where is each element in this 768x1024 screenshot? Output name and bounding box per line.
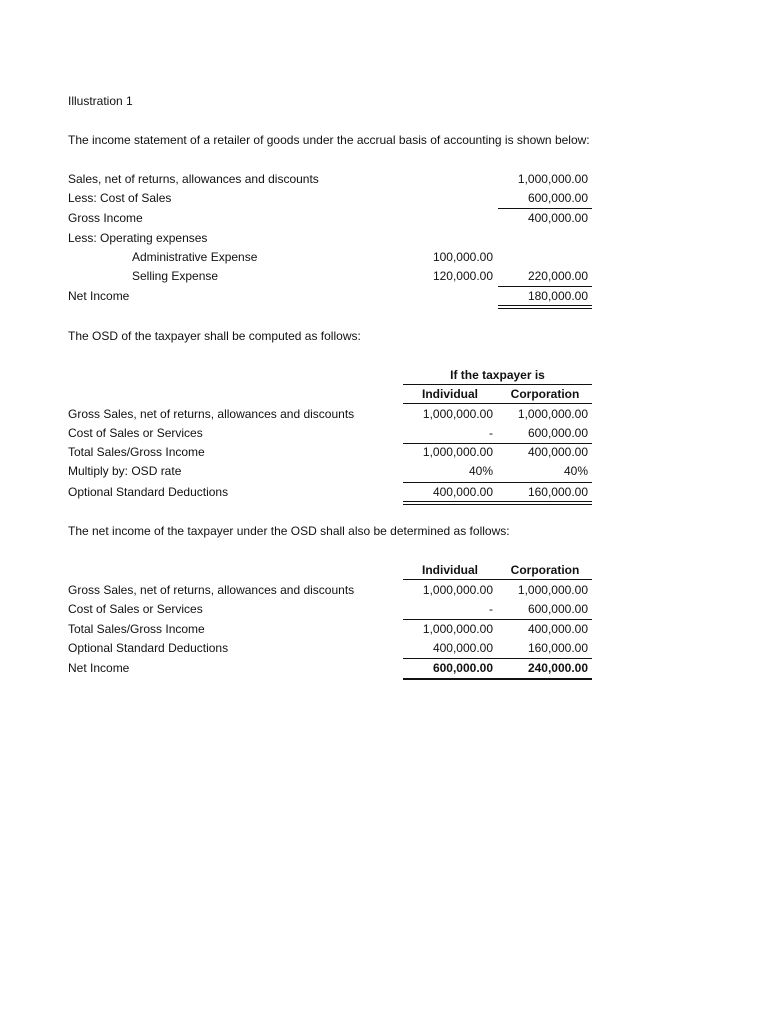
column-header-individual: Individual	[421, 387, 478, 401]
individual-value: -	[489, 602, 493, 616]
underline	[498, 286, 592, 287]
row-label: Total Sales/Gross Income	[68, 445, 205, 459]
opex-total-value: 220,000.00	[527, 269, 588, 283]
row-label: Optional Standard Deductions	[68, 641, 229, 655]
header-rule	[403, 579, 592, 580]
net-income-label: Net Income	[68, 289, 130, 303]
intro-text: The income statement of a retailer of goods under the accrual basis of accounting is shown below:	[68, 133, 590, 147]
underline	[403, 619, 592, 620]
row-label: Cost of Sales or Services	[68, 426, 203, 440]
cost-of-sales-value: 600,000.00	[527, 191, 588, 205]
individual-value: 600,000.00	[432, 661, 493, 675]
header-rule	[403, 403, 592, 404]
admin-expense-label: Administrative Expense	[132, 250, 258, 264]
individual-value: 1,000,000.00	[422, 622, 493, 636]
osd-intro: The OSD of the taxpayer shall be computed as follows:	[68, 329, 361, 343]
individual-value: 40%	[468, 464, 493, 478]
double-underline	[403, 501, 592, 505]
underline	[403, 482, 592, 483]
net-intro: The net income of the taxpayer under the OSD shall also be determined as follows:	[68, 524, 510, 538]
individual-value: 1,000,000.00	[422, 407, 493, 421]
individual-value: 400,000.00	[432, 485, 493, 499]
header-rule	[403, 384, 592, 385]
row-label: Gross Sales, net of returns, allowances and discounts	[68, 407, 355, 421]
cost-of-sales-label: Less: Cost of Sales	[68, 191, 172, 205]
row-label: Optional Standard Deductions	[68, 485, 229, 499]
row-label: Cost of Sales or Services	[68, 602, 203, 616]
row-label: Total Sales/Gross Income	[68, 622, 205, 636]
individual-value: 400,000.00	[432, 641, 493, 655]
individual-value: -	[489, 426, 493, 440]
row-label: Net Income	[68, 661, 130, 675]
selling-expense-value: 120,000.00	[432, 269, 493, 283]
corporation-value: 400,000.00	[527, 622, 588, 636]
gross-income-label: Gross Income	[68, 211, 143, 225]
selling-expense-label: Selling Expense	[132, 269, 219, 283]
page-title: Illustration 1	[68, 94, 133, 108]
column-header-individual: Individual	[421, 563, 478, 577]
double-underline	[498, 305, 592, 309]
corporation-value: 1,000,000.00	[517, 407, 588, 421]
operating-expenses-label: Less: Operating expenses	[68, 231, 208, 245]
column-header-corporation: Corporation	[510, 387, 580, 401]
corporation-value: 160,000.00	[527, 641, 588, 655]
corporation-value: 240,000.00	[527, 661, 588, 675]
underline	[498, 208, 592, 209]
column-header-corporation: Corporation	[510, 563, 580, 577]
corporation-value: 1,000,000.00	[517, 583, 588, 597]
sales-label: Sales, net of returns, allowances and discounts	[68, 172, 319, 186]
row-label: Multiply by: OSD rate	[68, 464, 182, 478]
admin-expense-value: 100,000.00	[432, 250, 493, 264]
corporation-value: 160,000.00	[527, 485, 588, 499]
gross-income-value: 400,000.00	[527, 211, 588, 225]
corporation-value: 400,000.00	[527, 445, 588, 459]
corporation-value: 40%	[563, 464, 588, 478]
individual-value: 1,000,000.00	[422, 583, 493, 597]
group-header: If the taxpayer is	[450, 368, 545, 382]
individual-value: 1,000,000.00	[422, 445, 493, 459]
net-income-value: 180,000.00	[527, 289, 588, 303]
bottom-rule	[403, 678, 592, 680]
underline	[403, 658, 592, 659]
corporation-value: 600,000.00	[527, 426, 588, 440]
corporation-value: 600,000.00	[527, 602, 588, 616]
row-label: Gross Sales, net of returns, allowances and discounts	[68, 583, 355, 597]
sales-value: 1,000,000.00	[517, 172, 588, 186]
